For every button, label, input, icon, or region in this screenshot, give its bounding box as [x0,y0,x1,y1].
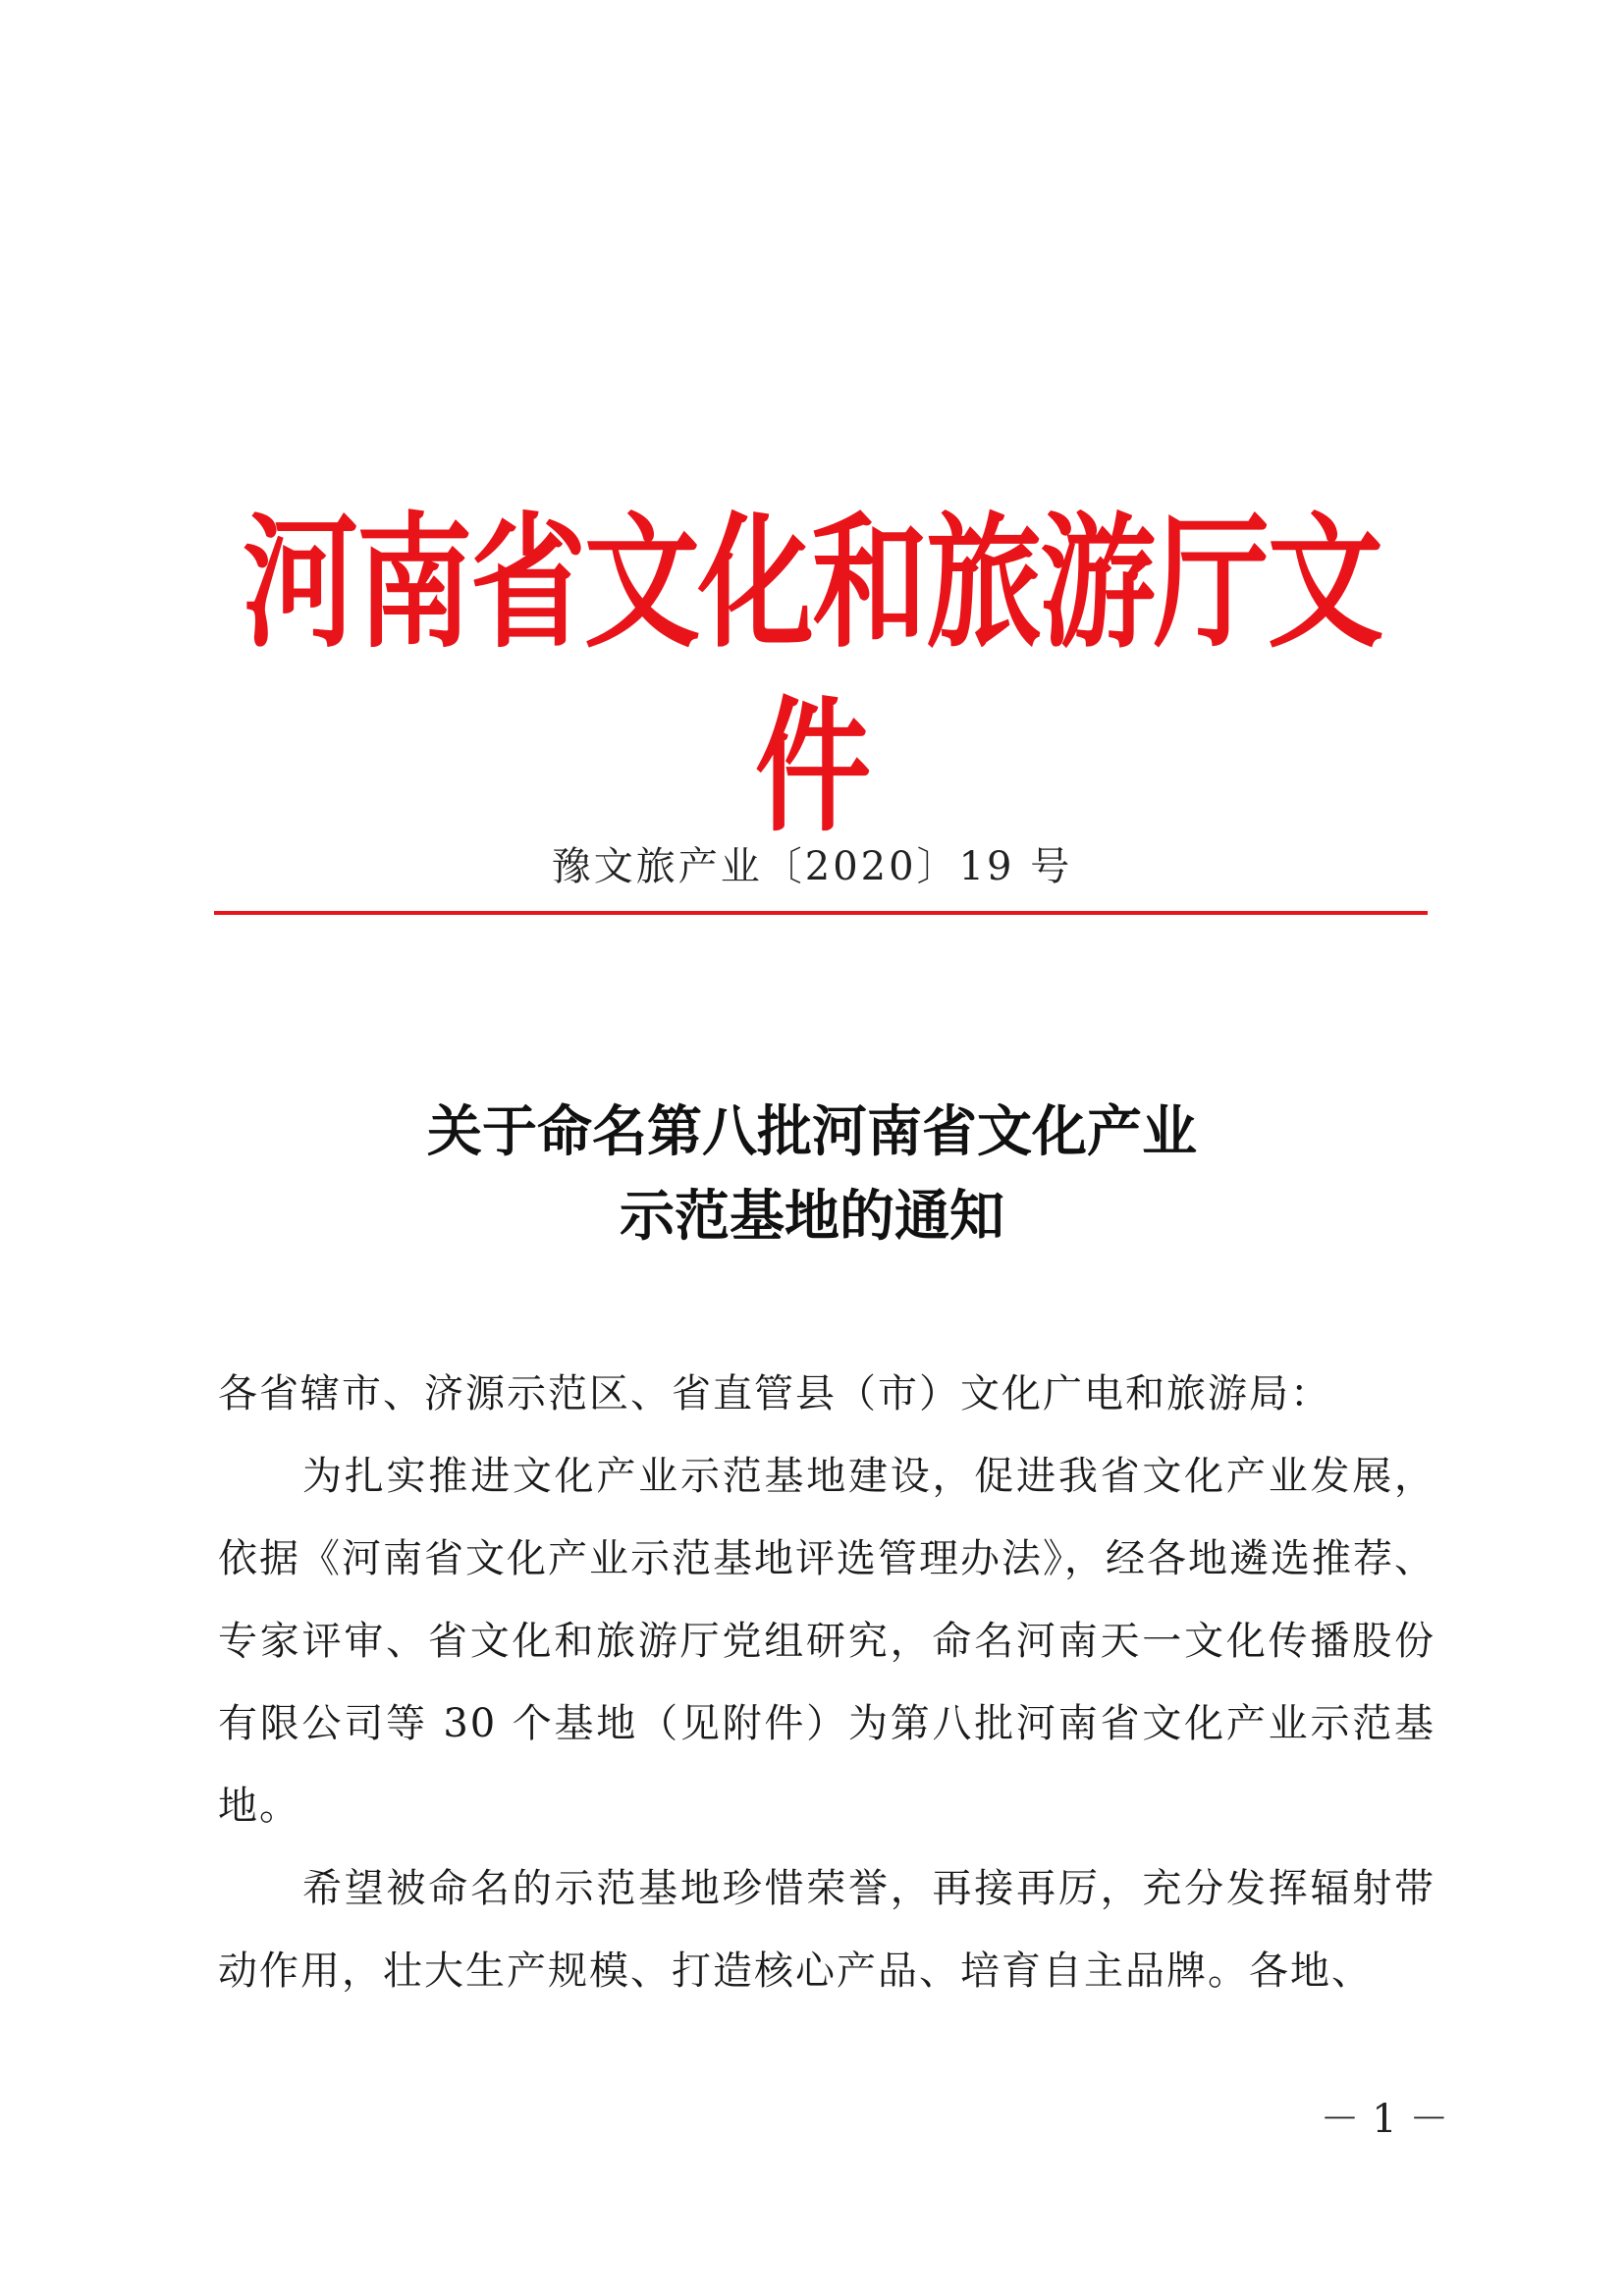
notice-body [218,1353,1435,2012]
notice-title-line-2: 示范基地的通知 [620,1184,1004,1249]
body-paragraph-2: 希望被命名的示范基地珍惜荣誉，再接再厉，充分发挥辐射带动作用，壮大生产规模、打造核心产品、培育自主品牌。各地、 [218,1866,1435,1994]
notice-title-line-1: 关于命名第八批河南省文化产业 [427,1099,1197,1164]
salutation: 各省辖市、济源示范区、省直管县（市）文化广电和旅游局： [218,1371,1331,1416]
body-paragraph-1: 为扎实推进文化产业示范基地建设，促进我省文化产业发展，依据《河南省文化产业示范基地评选管理办法》，经各地遴选推荐、专家评审、省文化和旅游厅党组研究，命名河南天一文化传播股份有限公司等 30 个基地（见附件）为第八批河南省文化产业示范基地。 [218,1454,1435,1829]
red-divider-rule [214,911,1428,915]
page-number: － 1 － [1320,2097,1449,2142]
document-number: 豫文旅产业〔2020〕19 号 [551,844,1073,889]
masthead-title: 河南省文化和旅游厅文件 [242,497,1381,852]
notice-title [196,1090,1428,1258]
